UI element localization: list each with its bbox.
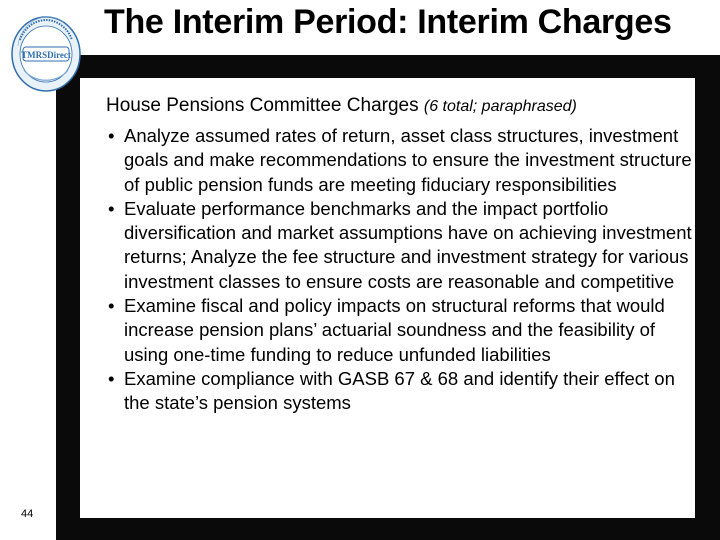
page-number: 44 [21, 508, 34, 520]
bullet-icon: • [108, 197, 115, 219]
bullet-icon: • [108, 295, 115, 317]
list-item [105, 124, 700, 197]
bullet-icon: • [108, 125, 115, 146]
bullet-icon: • [108, 367, 115, 389]
subtitle-text: House Pensions Committee Charges [106, 95, 419, 116]
bullet-text: Examine fiscal and policy impacts on structural reforms that would increase pension plans’ actuarial soundness and the feasibility of using one-time funding to reduce unfunded liabilities [124, 295, 665, 365]
bullet-text: Evaluate performance benchmarks and the impact portfolio diversification and market assumptions have on achieving investment returns; Analyze the fee structure and investment strategy for various investment classes to ensure costs are reasonable and competitive [124, 197, 692, 292]
list-item [105, 197, 700, 294]
logo-text: TMRSDirect [21, 50, 71, 60]
subtitle-note: (6 total; paraphrased) [423, 98, 577, 115]
bullet-text: Analyze assumed rates of return, asset class structures, investment goals and make recommendations to ensure the investment structure of public pension funds are meeting fiduciary responsibilities [124, 125, 692, 195]
slide-title: The Interim Period: Interim Charges [104, 3, 672, 41]
logo-seal-icon [6, 6, 86, 96]
bullet-text: Examine compliance with GASB 67 & 68 and identify their effect on the state’s pension systems [124, 367, 675, 414]
slide-subtitle [106, 94, 706, 119]
bullet-list [105, 124, 700, 416]
list-item [105, 367, 700, 416]
tmrs-logo [6, 6, 86, 96]
list-item [105, 294, 700, 367]
